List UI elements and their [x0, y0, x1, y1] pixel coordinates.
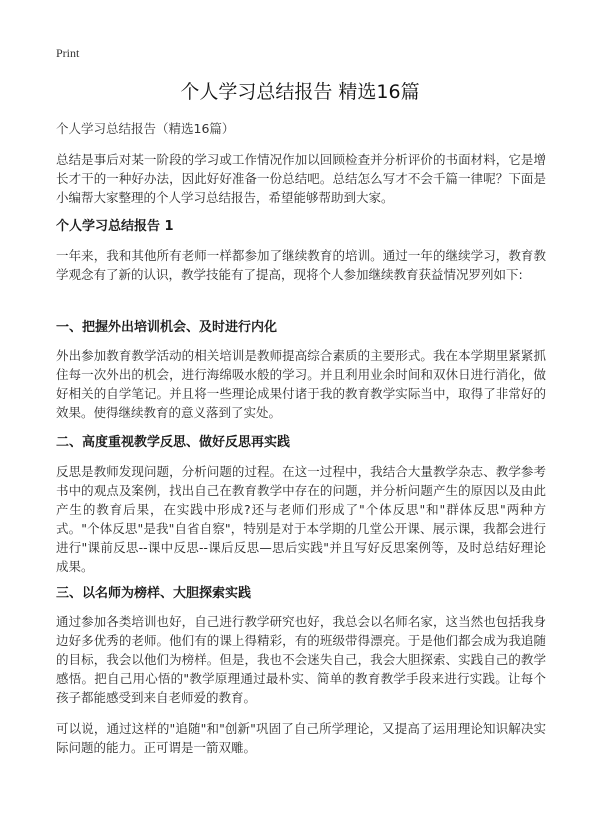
section-heading-2: 二、高度重视教学反思、做好反思再实践 — [56, 435, 291, 450]
report-heading: 个人学习总结报告 1 — [56, 219, 174, 234]
section-3-paragraph-2: 可以说，通过这样的"追随"和"创新"巩固了自己所学理论，又提高了运用理论知识解决实际问题的能力。正可谓是一箭双雕。 — [56, 721, 546, 755]
page-title: 个人学习总结报告 精选16篇 — [180, 81, 420, 103]
section-2-paragraph: 反思是教师发现问题，分析问题的过程。在这一过程中，我结合大量教学杂志、教学参考书中的观点及案例，找出自己在教育教学中存在的问题，并分析问题产生的原因以及由此产生的教育后果，在实践中形成?还与老师们形成了"个体反思"和"群体反思"两种方式。"个体反思"是我"自省自察"，特别是对于本学期的几堂公开课、展示课，我都会进行进行"课前反思--课中反思--课后反思—思后实践"并且写好反思案例等，及时总结好理论成果。 — [56, 464, 546, 574]
subtitle: 个人学习总结报告（精选16篇） — [56, 121, 235, 136]
section-heading-3: 三、以名师为榜样、大胆探索实践 — [56, 586, 252, 601]
section-3-paragraph-1: 通过参加各类培训也好，自己进行教学研究也好，我总会以名师名家，这当然也包括我身边好多优秀的老师。他们有的课上得精彩，有的班级带得漂亮。于是他们都会成为我追随的目标，我会以他们为榜样。但是，我也不会迷失自己，我会大胆探索、实践自己的教学感悟。把自己用心悟的"教学原理通过最朴实、简单的教育教学手段来进行实践。让每个孩子都能感受到来自老师爱的教育。 — [56, 614, 546, 705]
intro-paragraph: 总结是事后对某一阶段的学习或工作情况作加以回顾检查并分析评价的书面材料，它是增长才干的一种好办法，因此好好准备一份总结吧。总结怎么写才不会千篇一律呢？下面是小编帮大家整理的个人学习总结报告，希望能够帮助到大家。 — [56, 152, 546, 205]
print-label[interactable]: Print — [56, 46, 80, 60]
section-1-paragraph: 外出参加教育教学活动的相关培训是教师提高综合素质的主要形式。我在本学期里紧紧抓住每一次外出的机会，进行海绵吸水般的学习。并且利用业余时间和双休日进行消化，做好相关的自学笔记。并且将一些理论成果付诸于我的教育教学实际当中，取得了非常好的效果。使得继续教育的意义落到了实处。 — [56, 348, 546, 420]
section-heading-1: 一、把握外出培训机会、及时进行内化 — [56, 320, 278, 335]
report-intro-paragraph: 一年来，我和其他所有老师一样都参加了继续教育的培训。通过一年的继续学习，教育教学观念有了新的认识，教学技能有了提高，现将个人参加继续教育获益情况罗列如下: — [56, 248, 546, 282]
